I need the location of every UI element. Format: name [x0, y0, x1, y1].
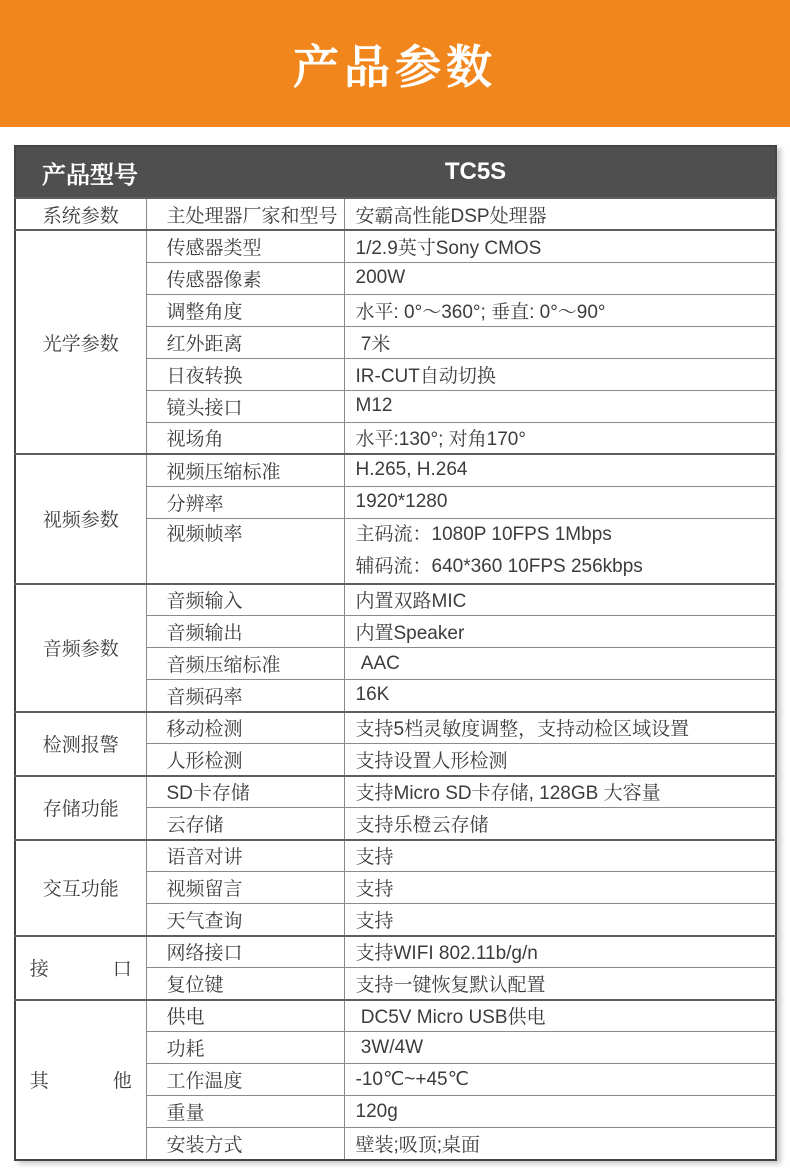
- spec-label-cell: 天气查询: [146, 904, 344, 936]
- spec-value-cell: 支持一键恢复默认配置: [344, 968, 776, 1000]
- table-row: [15, 198, 776, 230]
- spec-label-cell: 红外距离: [146, 326, 344, 358]
- spec-value-cell: 1920*1280: [344, 486, 776, 518]
- spec-value-cell: 支持5档灵敏度调整，支持动检区域设置: [344, 712, 776, 744]
- group-label: 其他: [29, 1071, 132, 1092]
- spec-label-cell: 移动检测: [146, 712, 344, 744]
- group-label-cell: 系统参数: [15, 198, 146, 230]
- group-label-cell: 存储功能: [15, 776, 146, 840]
- table-row: [15, 584, 776, 616]
- table-row: [15, 230, 776, 262]
- spec-value-cell: 壁装;吸顶;桌面: [344, 1128, 776, 1160]
- spec-value-cell: M12: [344, 390, 776, 422]
- spec-value-cell: AAC: [344, 648, 776, 680]
- group-label-cell: [15, 936, 146, 1000]
- spec-group: [15, 454, 776, 584]
- group-label-cell: 交互功能: [15, 840, 146, 936]
- spec-group: [15, 840, 776, 936]
- spec-label-cell: 调整角度: [146, 294, 344, 326]
- spec-group: [15, 936, 776, 1000]
- spec-label-cell: 镜头接口: [146, 390, 344, 422]
- spec-label-cell: 视频留言: [146, 872, 344, 904]
- spec-label-cell: 传感器类型: [146, 230, 344, 262]
- spec-group: [15, 198, 776, 230]
- spec-label-cell: 日夜转换: [146, 358, 344, 390]
- group-label-cell: 光学参数: [15, 230, 146, 454]
- table-row: [15, 936, 776, 968]
- spec-value-cell: -10℃~+45℃: [344, 1064, 776, 1096]
- spec-value-cell: 支持Micro SD卡存储, 128GB 大容量: [344, 776, 776, 808]
- spec-value-cell: 支持WIFI 802.11b/g/n: [344, 936, 776, 968]
- spec-value-cell: DC5V Micro USB供电: [344, 1000, 776, 1032]
- spec-label-cell: 网络接口: [146, 936, 344, 968]
- spec-value-cell: 支持: [344, 872, 776, 904]
- spec-value-cell: IR-CUT自动切换: [344, 358, 776, 390]
- spec-label-cell: 视频帧率: [146, 518, 344, 584]
- spec-label-cell: SD卡存储: [146, 776, 344, 808]
- page-banner: [0, 0, 790, 127]
- table-row: [15, 712, 776, 744]
- spec-label-cell: 人形检测: [146, 744, 344, 776]
- table-row: [15, 454, 776, 486]
- spec-label-cell: 音频输入: [146, 584, 344, 616]
- spec-value-cell: 支持乐橙云存储: [344, 808, 776, 840]
- spec-label-cell: 传感器像素: [146, 262, 344, 294]
- spec-label-cell: 音频码率: [146, 680, 344, 712]
- spec-label-cell: 复位键: [146, 968, 344, 1000]
- group-label-cell: [15, 1000, 146, 1160]
- spec-value-cell: 3W/4W: [344, 1032, 776, 1064]
- spec-value-cell: 16K: [344, 680, 776, 712]
- spec-value-line: 主码流：1080P 10FPS 1Mbps: [355, 523, 612, 545]
- spec-value-cell: [344, 518, 776, 584]
- spec-label-cell: 云存储: [146, 808, 344, 840]
- spec-value-cell: 7米: [344, 326, 776, 358]
- spec-value-cell: 120g: [344, 1096, 776, 1128]
- model-value: TC5S: [444, 158, 507, 185]
- spec-group: [15, 230, 776, 454]
- spec-table-wrap: [14, 145, 775, 1161]
- table-header-row: [15, 146, 776, 198]
- group-label-cell: 音频参数: [15, 584, 146, 712]
- spec-label-cell: 工作温度: [146, 1064, 344, 1096]
- spec-label-cell: 语音对讲: [146, 840, 344, 872]
- spec-label-cell: 音频压缩标准: [146, 648, 344, 680]
- spec-label-cell: 音频输出: [146, 616, 344, 648]
- group-label-cell: 视频参数: [15, 454, 146, 584]
- spec-value-line: 辅码流：640*360 10FPS 256kbps: [355, 555, 643, 577]
- spec-value-cell: H.265, H.264: [344, 454, 776, 486]
- spec-value-cell: 支持: [344, 840, 776, 872]
- spec-value-cell: 水平: 0°～360°; 垂直: 0°～90°: [344, 294, 776, 326]
- model-label: 产品型号: [42, 161, 138, 189]
- spec-value-cell: 内置双路MIC: [344, 584, 776, 616]
- spec-label-cell: 供电: [146, 1000, 344, 1032]
- spec-label-cell: 分辨率: [146, 486, 344, 518]
- table-row: [15, 840, 776, 872]
- page-title: 产品参数: [293, 40, 497, 93]
- spec-label-cell: 视频压缩标准: [146, 454, 344, 486]
- spec-label-cell: 重量: [146, 1096, 344, 1128]
- spec-group: [15, 1000, 776, 1160]
- spec-group: [15, 712, 776, 776]
- spec-value-cell: 水平:130°; 对角170°: [344, 422, 776, 454]
- spec-label-cell: 安装方式: [146, 1128, 344, 1160]
- spec-label-cell: 主处理器厂家和型号: [146, 198, 344, 230]
- group-label: 接口: [29, 959, 132, 980]
- group-label-cell: 检测报警: [15, 712, 146, 776]
- spec-label-cell: 功耗: [146, 1032, 344, 1064]
- spec-label-cell: 视场角: [146, 422, 344, 454]
- spec-value-cell: 内置Speaker: [344, 616, 776, 648]
- spec-value-cell: 支持: [344, 904, 776, 936]
- spec-value-cell: 安霸高性能DSP处理器: [344, 198, 776, 230]
- spec-value-cell: 1/2.9英寸Sony CMOS: [344, 230, 776, 262]
- spec-group: [15, 584, 776, 712]
- spec-value-cell: 200W: [344, 262, 776, 294]
- spec-value-cell: 支持设置人形检测: [344, 744, 776, 776]
- spec-group: [15, 776, 776, 840]
- table-row: [15, 1000, 776, 1032]
- table-row: [15, 776, 776, 808]
- spec-table: [14, 145, 777, 1161]
